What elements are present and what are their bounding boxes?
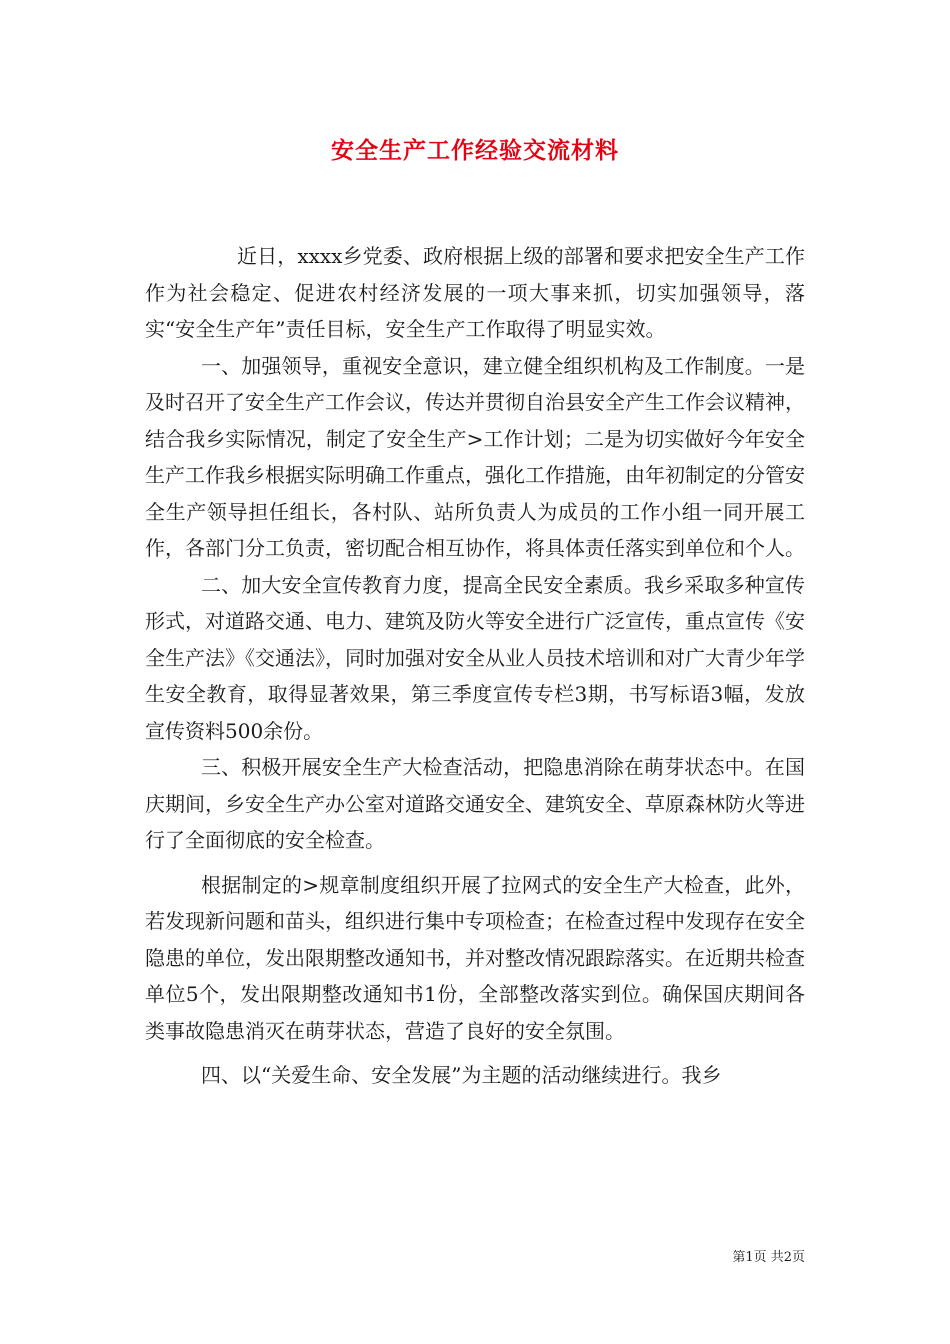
document-title: 安全生产工作经验交流材料 [331, 137, 619, 164]
paragraph-intro: 近日，xxxx乡党委、政府根据上级的部署和要求把安全生产工作作为社会稳定、促进农村经济发展的一项大事来抓，切实加强领导，落实“安全生产年”责任目标，安全生产工作取得了明显实效。 [145, 244, 805, 341]
paragraph-section-3: 三、积极开展安全生产大检查活动，把隐患消除在萌芽状态中。在国庆期间，乡安全生产办公室对道路交通安全、建筑安全、草原森林防火等进行了全面彻底的安全检查。 [145, 755, 805, 852]
paragraph-section-4: 四、以“关爱生命、安全发展”为主题的活动继续进行。我乡 [201, 1063, 722, 1087]
document-body [145, 238, 805, 1094]
paragraph-section-2: 二、加大安全宣传教育力度，提高全民安全素质。我乡采取多种宣传形式，对道路交通、电力、建筑及防火等安全进行广泛宣传，重点宣传《安全生产法》《交通法》，同时加强对安全从业人员技术培训和对广大青少年学生安全教育，取得显著效果，第三季度宣传专栏3期，书写标语3幅，发放宣传资料500余份。 [145, 572, 805, 743]
paragraph-section-1: 一、加强领导，重视安全意识，建立健全组织机构及工作制度。一是及时召开了安全生产工作会议，传达并贯彻自治县安全产生工作会议精神，结合我乡实际情况，制定了安全生产>工作计划；二是为切实做好今年安全生产工作我乡根据实际明确工作重点，强化工作措施，由年初制定的分管安全生产领导担任组长，各村队、站所负责人为成员的工作小组一同开展工作，各部门分工负责，密切配合相互协作，将具体责任落实到单位和个人。 [145, 353, 805, 560]
page-number: 第1页 共2页 [732, 1250, 805, 1265]
paragraph-section-3-cont: 根据制定的>规章制度组织开展了拉网式的安全生产大检查，此外，若发现新问题和苗头，组织进行集中专项检查；在检查过程中发现存在安全隐患的单位，发出限期整改通知书，并对整改情况跟踪落实。在近期共检查单位5个，发出限期整改通知书1份，全部整改落实到位。确保国庆期间各类事故隐患消灭在萌芽状态，营造了良好的安全氛围。 [145, 872, 805, 1043]
